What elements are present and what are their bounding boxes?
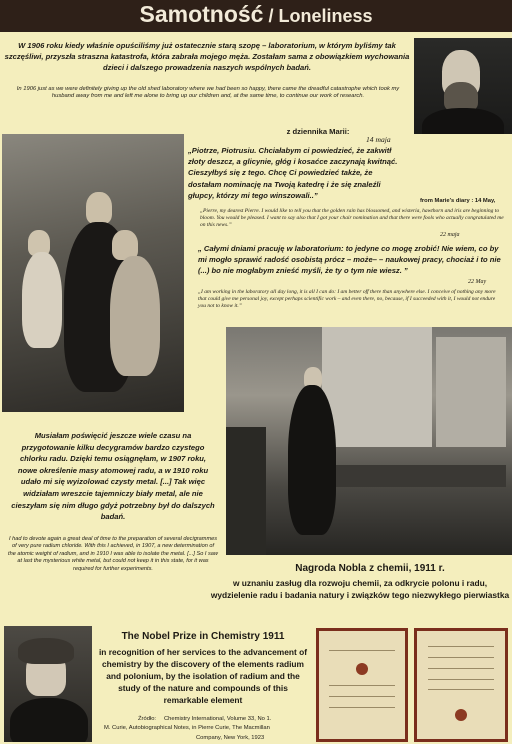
- intro-english: In 1906 just as we were definitely giving up the old shed laboratory where we had been so happy, there came the dreadful catastrophe which took my husband away from me and left me alone to bring up our children and, at the same time, to continue our work of research.: [16, 86, 400, 100]
- nobel-english-heading: The Nobel Prize in Chemistry 1911: [121, 631, 285, 642]
- page-title: [0, 0, 512, 32]
- marie-portrait-photo: [4, 626, 92, 742]
- diary-entry1-polish: „Piotrze, Piotrusiu. Chciałabym ci powiedzieć, że zakwitł złoty deszcz, a glicynie, głóg i kosaćce zaczynają kwitnąć. Cieszyłbyś się z tego. Chcę Ci powiedzieć także, że dostałam nominację na Twoją katedrę i że się znaleźli głupcy, którzy mi tego winszowali..”: [188, 146, 398, 200]
- diary-entry2-polish: „ Całymi dniami pracuję w laboratorium: to jedyne co mogę zrobić! Nie wiem, co by mi mogło sprawić radość osobistą prócz – może– – naukowej pracy, chociaż i to nie (...) bo nie mogłabym znieść myśli, że ty o tym nie wiesz. ”: [198, 244, 501, 276]
- laboratory-photo: [226, 327, 512, 555]
- diary-entry1-english: „Pierre, my dearest Pierre. I would like to tell you that the golden rain has blossomed, and wisteria, hawthorn and iris are beginning to bloom. You would be pleased. I want to say also that I got your chair nomination and that there were fools who actually congratulated me on this news.”: [200, 208, 504, 228]
- family-photo: [2, 134, 184, 412]
- title-separator: /: [263, 6, 279, 26]
- title-english: Loneliness: [278, 6, 373, 26]
- pierre-portrait-photo: [414, 38, 512, 134]
- radium-english: I had to devote again a great deal of time to the preparation of several decigrammes of very pure radium chloride. With this I achieved, in 1907, a new determination of the atomic weight of radium, and in 1910 I was able to isolate the metal. [...] So I saw at last the mysterious white metal, but could not keep it in this state, for it was required for further experiments.: [8, 536, 218, 572]
- source-line3: Company, New York, 1923: [196, 735, 265, 741]
- nobel-english-body: in recognition of her services to the advancement of chemistry by the discovery of the elements radium and polonium, by the isolation of radium and the study of the nature and compounds of this remarkable element: [98, 647, 308, 705]
- diary-entry2-english: „I am working in the laboratory all day long, it is all I can do: I am better off there than anywhere else. I conceive of nothing any more that could give me personal joy, except perhaps scientific work – and even there, no, because, if I succeeded with it, I would not endure you not to know it.”: [198, 289, 496, 309]
- nobel-polish-heading: Nagroda Nobla z chemii, 1911 r.: [295, 563, 445, 574]
- nobel-diploma-left: [316, 628, 408, 742]
- diary-english-heading: from Marie's diary : 14 May,: [420, 198, 496, 204]
- diary-entry1-date: 14 maja: [366, 135, 391, 144]
- nobel-diploma-right: [414, 628, 508, 742]
- title-polish: Samotność: [139, 1, 264, 27]
- radium-polish: Musiałam poświęcić jeszcze wiele czasu na przygotowanie kilku decygramów bardzo czystego chlorku radu. Dzięki temu osiągnęłam, w 1907 roku, nowe określenie masy atomowej radu, a w 1910 roku udało mi się wyizolować czysty metal. [...] Tak więc widziałam wreszcie tajemniczy biały metal, ale nie cieszyłam się nim długo gdyż potrzebny był do dalszych badań.: [11, 431, 215, 522]
- source-line1: Chemistry International, Volume 33, No 1.: [164, 716, 272, 722]
- source-label: Źródło:: [138, 716, 157, 722]
- diary-heading: z dziennika Marii:: [286, 127, 350, 136]
- diary-entry2-date: 22 maja: [440, 232, 460, 238]
- source-line2: M. Curie, Autobiographical Notes, in Pierre Curie, The Macmillan: [104, 725, 270, 731]
- diary-entry2-date-en: 22 May: [468, 279, 487, 285]
- intro-polish: W 1906 roku kiedy właśnie opuściliśmy już ostatecznie starą szopę – laboratorium, w którym byliśmy tak szczęśliwi, przyszła straszna katastrofa, która zabrała mojego męża. Zostałam sama z obowiązkiem wychowania dzieci i dalszego prowadzenia naszych wspólnych badań.: [4, 41, 410, 72]
- nobel-polish-body: w uznaniu zasług dla rozwoju chemii, za odkrycie polonu i radu, wydzielenie radu i badania natury i związków tego niezwykłego pierwiastka: [210, 578, 510, 600]
